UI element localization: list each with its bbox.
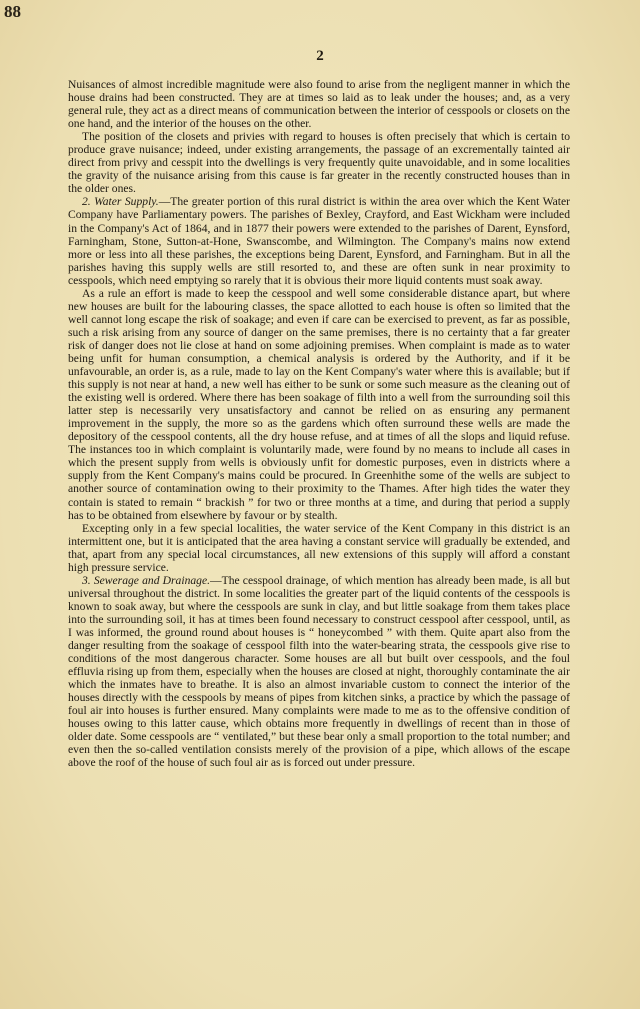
- paragraph: [68, 78, 570, 130]
- paragraph-text: As a rule an effort is made to keep the cesspool and well some considerable distance apart, but where new houses are built for the labouring classes, the space allotted to each house is often so limited that the well cannot long escape the risk of soakage; and even if care can be exercised to prevent, as far as possible, such a risk arising from any source of danger on the same premises, there is no certainty that a far greater risk of danger does not lie close at hand on some adjoining premises. When complaint is made as to water being unfit for human consumption, a chemical analysis is ordered by the Authority, and if it be unfavourable, an order is, as a rule, made to lay on the Kent Company's water where this is available; but if this supply is not near at hand, a new well has either to be sunk or some such measure as the cleaning out of the existing well is ordered. Where there has been soakage of filth into a well from the surrounding soil this latter step is necessarily very unsatisfactory and cannot be relied on as ensuring any permanent improvement in the supply, the more so as the gardens which often surround these wells are made the depository of the cesspool contents, all the dry house refuse, and at times of all the slops and liquid refuse. The instances too in which complaint is voluntarily made, were found by no means to include all cases in which the present supply from wells is obviously unfit for domestic purposes, even in districts where a supply from the Kent Company's mains could be procured. In Greenhithe some of the wells are subject to another source of contamination owing to their proximity to the Thames. After high tides the water they contain is stated to remain “ brackish ” for two or three months at a time, and during that period a supply has to be obtained from elsewhere by favour or by stealth.: [68, 286, 570, 522]
- paragraph-text: Excepting only in a few special localities, the water service of the Kent Company in this district is an intermittent one, but it is anticipated that the area having a constant service will gradually be extended, and that, apart from any special local circumstances, all new extensions of this supply will afford a constant high pressure service.: [68, 521, 570, 574]
- paragraph-text: Nuisances of almost incredible magnitude were also found to arise from the negligent manner in which the house drains had been constructed. They are at times so laid as to leak under the houses; and, as a very general rule, they act as a direct means of communication between the interior of cesspools or closets on the one hand, and the interior of the houses on the other.: [68, 78, 570, 131]
- section-heading: 2. Water Supply.: [82, 195, 159, 209]
- page-number: 2: [316, 48, 324, 64]
- body-text: [68, 78, 570, 769]
- margin-page-number: 88: [4, 2, 21, 21]
- paragraph-text: —The greater portion of this rural district is within the area over which the Kent Water Company have Parliamentary powers. The parishes of Bexley, Crayford, and East Wickham were included in the Company's Act of 1864, and in 1877 their powers were extended to the parishes of Darent, Eynsford, Farningham, Stone, Sutton-at-Hone, Swanscombe, and Wilmington. The Company's mains now extend more or less into all these parishes, the exceptions being Darent, Eynsford, and Farningham. But in all the parishes having this supply wells are still resorted to, and these are often sunk in near proximity to cesspools, which need emptying so rarely that it is obvious their more liquid contents must soak away.: [68, 195, 570, 287]
- section-heading: 3. Sewerage and Drainage.: [82, 573, 211, 587]
- paragraph: [68, 522, 570, 574]
- paragraph-text: —The cesspool drainage, of which mention has already been made, is all but universal throughout the district. In some localities the greater part of the liquid contents of the cesspools is known to soak away, but where the cesspools are sunk in clay, and but little soakage from them takes place into the surrounding soil, it has at times been found necessary to construct cesspool after cesspool, until, as I was informed, the ground round about houses is “ honeycombed ” with them. Quite apart also from the danger resulting from the soakage of cesspool filth into the water-bearing strata, the cesspools give rise to conditions of the most dangerous character. Some houses are all but built over cesspools, and the foul effluvia rising up from them, especially when the houses are closed at night, thoroughly contaminate the air which the inmates have to breathe. It is also an almost invariable custom to connect the interior of the houses directly with the cesspools by means of pipes from kitchen sinks, a practice by which the passage of foul air into houses is further ensured. Many complaints were made to me as to the offensive condition of houses owing to this latter cause, which obtains more frequently in dwellings of recent than in those of older date. Some cesspools are “ ventilated,” but these bear only a small proportion to the total number; and even then the so-called ventilation consists merely of the provision of a pipe, which allows of the escape above the roof of the house of such foul air as is forced out under pressure.: [68, 573, 570, 770]
- paragraph: [68, 130, 570, 195]
- paragraph: [68, 287, 570, 522]
- paragraph: [68, 195, 570, 286]
- paragraph: [68, 574, 570, 770]
- paragraph-text: The position of the closets and privies with regard to houses is often precisely that which is certain to produce grave nuisance; indeed, under existing arrangements, the passage of an excrementally tainted air direct from privy and cesspit into the dwellings is very frequently quite unavoidable, and in some localities the gravity of the nuisance arising from this cause is far greater in the recently constructed houses than in the older ones.: [68, 130, 570, 196]
